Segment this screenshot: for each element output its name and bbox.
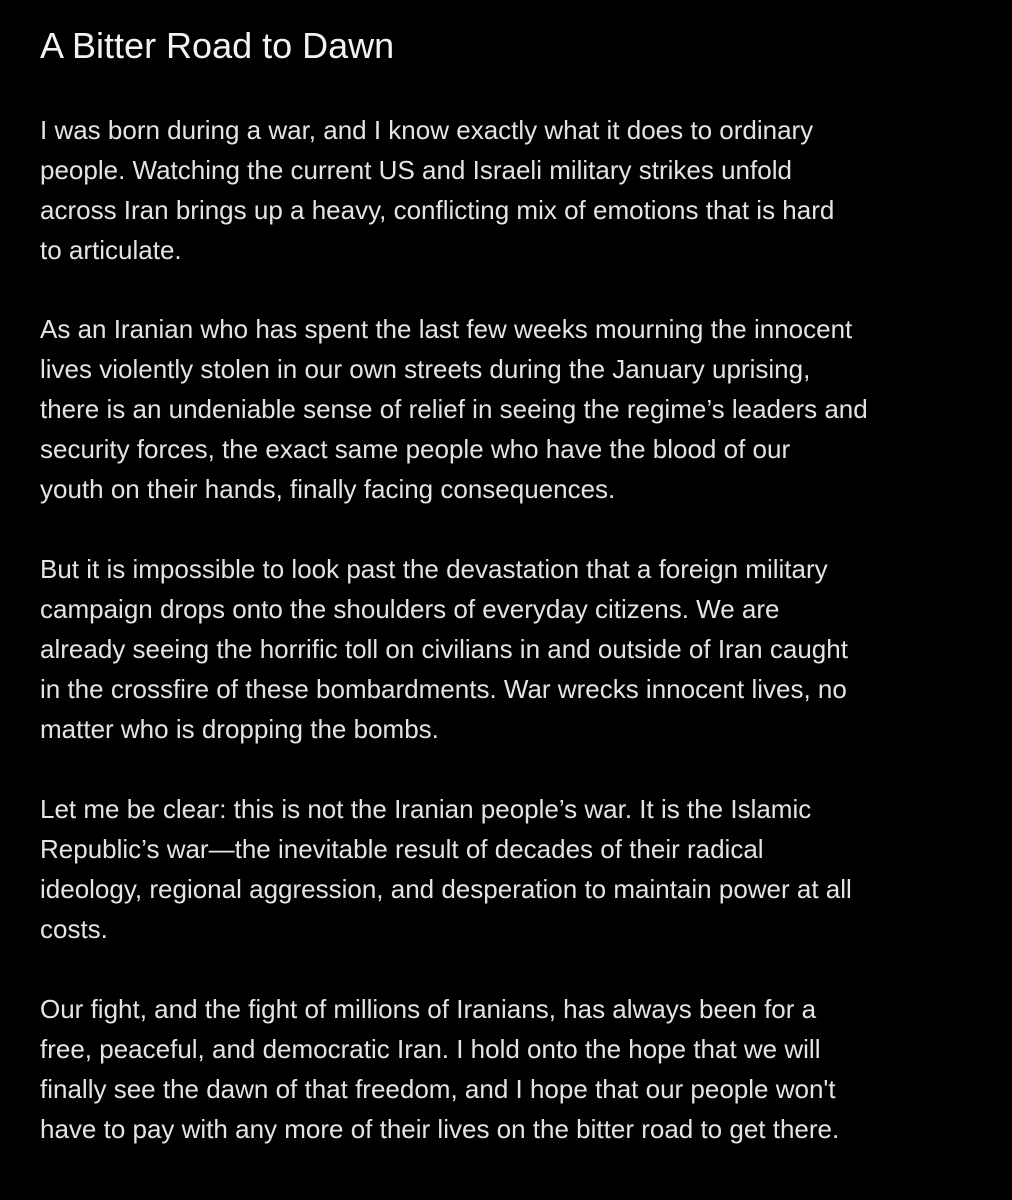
text-line: campaign drops onto the shoulders of everyday citizens. We are bbox=[40, 594, 780, 624]
text-line: to articulate. bbox=[40, 235, 182, 265]
text-line: Let me be clear: this is not the Iranian people’s war. It is the Islamic bbox=[40, 794, 812, 824]
text-line: costs. bbox=[40, 914, 108, 944]
text-line: finally see the dawn of that freedom, and I hope that our people won't bbox=[40, 1074, 836, 1104]
text-line: ideology, regional aggression, and desperation to maintain power at all bbox=[40, 874, 852, 904]
text-line: security forces, the exact same people who have the blood of our bbox=[40, 434, 791, 464]
paragraph bbox=[40, 309, 868, 509]
paragraph bbox=[40, 549, 848, 749]
text-line: people. Watching the current US and Israeli military strikes unfold bbox=[40, 155, 792, 185]
text-line: have to pay with any more of their lives on the bitter road to get there. bbox=[40, 1114, 840, 1144]
paragraph bbox=[40, 110, 834, 270]
paragraph bbox=[40, 989, 839, 1149]
text-line: As an Iranian who has spent the last few weeks mourning the innocent bbox=[40, 314, 853, 344]
paragraph bbox=[40, 789, 852, 949]
text-line: in the crossfire of these bombardments. War wrecks innocent lives, no bbox=[40, 674, 847, 704]
text-line: Our fight, and the fight of millions of Iranians, has always been for a bbox=[40, 994, 817, 1024]
text-line: I was born during a war, and I know exactly what it does to ordinary bbox=[40, 115, 814, 145]
text-line: lives violently stolen in our own streets during the January uprising, bbox=[40, 354, 811, 384]
text-line: youth on their hands, finally facing consequences. bbox=[40, 474, 616, 504]
text-line: across Iran brings up a heavy, conflicting mix of emotions that is hard bbox=[40, 195, 835, 225]
text-line: matter who is dropping the bombs. bbox=[40, 714, 439, 744]
text-line: But it is impossible to look past the devastation that a foreign military bbox=[40, 554, 828, 584]
text-line: already seeing the horrific toll on civilians in and outside of Iran caught bbox=[40, 634, 848, 664]
text-line: there is an undeniable sense of relief in seeing the regime’s leaders and bbox=[40, 394, 868, 424]
article-title: A Bitter Road to Dawn bbox=[40, 25, 395, 66]
text-line: free, peaceful, and democratic Iran. I hold onto the hope that we will bbox=[40, 1034, 821, 1064]
text-line: Republic’s war—the inevitable result of decades of their radical bbox=[40, 834, 764, 864]
